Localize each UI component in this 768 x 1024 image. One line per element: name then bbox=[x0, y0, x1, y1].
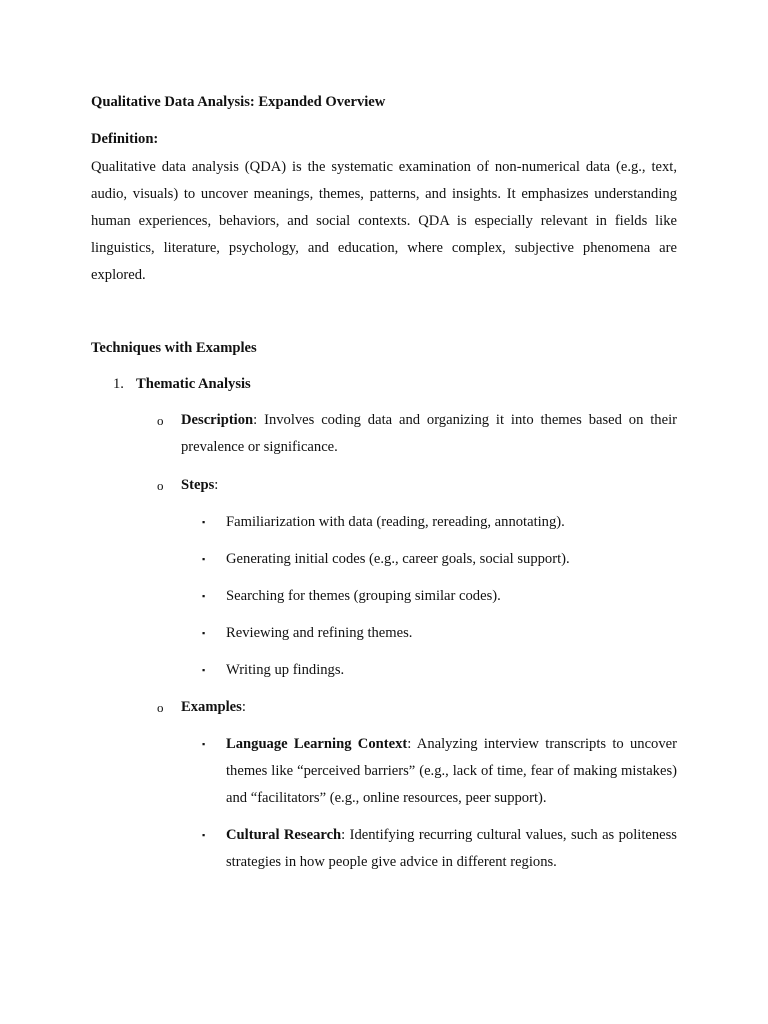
examples-heading bbox=[181, 694, 677, 721]
steps-item bbox=[157, 472, 677, 499]
steps-heading bbox=[181, 472, 677, 499]
description-item bbox=[157, 407, 677, 461]
technique-name: Thematic Analysis bbox=[136, 376, 251, 392]
square-bullet-icon: ▪ bbox=[202, 591, 206, 601]
circle-bullet-icon: o bbox=[157, 478, 164, 493]
square-bullet-icon: ▪ bbox=[202, 830, 206, 840]
example-body bbox=[226, 731, 677, 812]
example-text: : Analyzing interview transcripts to uncover themes like “perceived barriers” (e.g., lack of time, fear of making mistakes) and “facilitators” (e.g., online resources, peer support). bbox=[226, 736, 677, 806]
example-text: : Identifying recurring cultural values, such as politeness strategies in how people give advice in different regions. bbox=[226, 827, 677, 870]
technique-item bbox=[113, 374, 251, 394]
step-text: Writing up findings. bbox=[226, 662, 345, 678]
step-item bbox=[202, 620, 677, 647]
step-text: Generating initial codes (e.g., career goals, social support). bbox=[226, 551, 570, 567]
examples-colon: : bbox=[241, 699, 246, 715]
description-body bbox=[181, 407, 677, 461]
document-title: Qualitative Data Analysis: Expanded Overview bbox=[91, 94, 386, 110]
steps-colon: : bbox=[214, 477, 219, 493]
technique-number: 1. bbox=[113, 376, 124, 392]
definition-label: Definition: bbox=[91, 131, 159, 147]
techniques-heading: Techniques with Examples bbox=[91, 340, 257, 356]
circle-bullet-icon: o bbox=[157, 700, 164, 715]
square-bullet-icon: ▪ bbox=[202, 739, 206, 749]
description-text: : Involves coding data and organizing it into themes based on their prevalence or significance. bbox=[181, 412, 677, 455]
step-item bbox=[202, 583, 677, 610]
square-bullet-icon: ▪ bbox=[202, 554, 206, 564]
circle-bullet-icon: o bbox=[157, 413, 164, 428]
step-text: Searching for themes (grouping similar codes). bbox=[226, 588, 501, 604]
square-bullet-icon: ▪ bbox=[202, 665, 206, 675]
examples-label: Examples bbox=[181, 699, 242, 715]
step-item bbox=[202, 546, 677, 573]
definition-text: Qualitative data analysis (QDA) is the systematic examination of non-numerical data (e.g., text, audio, visuals) to uncover meanings, themes, patterns, and insights. It emphasizes understanding human experiences, behaviors, and social contexts. QDA is especially relevant in fields like linguistics, literature, psychology, and education, where complex, subjective phenomena are explored. bbox=[91, 159, 677, 283]
square-bullet-icon: ▪ bbox=[202, 628, 206, 638]
square-bullet-icon: ▪ bbox=[202, 517, 206, 527]
examples-item bbox=[157, 694, 677, 721]
example-item bbox=[202, 822, 677, 876]
step-text: Familiarization with data (reading, rereading, annotating). bbox=[226, 514, 565, 530]
steps-label: Steps bbox=[181, 477, 215, 493]
description-label: Description bbox=[181, 412, 254, 428]
step-text: Reviewing and refining themes. bbox=[226, 625, 413, 641]
example-body bbox=[226, 822, 677, 876]
example-item bbox=[202, 731, 677, 812]
step-item bbox=[202, 657, 677, 684]
example-label: Cultural Research bbox=[226, 827, 342, 843]
step-item bbox=[202, 509, 677, 536]
example-label: Language Learning Context bbox=[226, 736, 408, 752]
